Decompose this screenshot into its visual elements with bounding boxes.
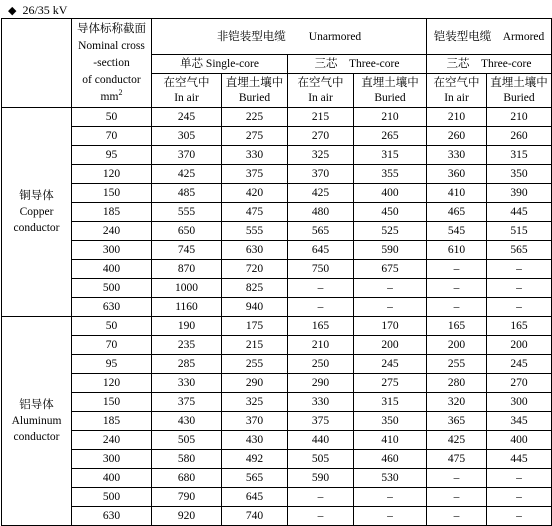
ampacity-cell: 370 bbox=[288, 165, 354, 184]
ampacity-cell: 315 bbox=[354, 146, 427, 165]
ampacity-cell: 440 bbox=[288, 431, 354, 450]
ampacity-cell: 290 bbox=[222, 374, 288, 393]
cross-section-cell: 70 bbox=[72, 336, 152, 355]
ampacity-cell: 165 bbox=[288, 317, 354, 336]
ampacity-cell: – bbox=[288, 279, 354, 298]
table-row bbox=[2, 203, 552, 222]
ampacity-cell: 425 bbox=[288, 184, 354, 203]
ampacity-cell: 420 bbox=[222, 184, 288, 203]
ampacity-cell: 545 bbox=[427, 222, 487, 241]
ampacity-cell: 750 bbox=[288, 260, 354, 279]
cross-section-cell: 150 bbox=[72, 393, 152, 412]
ampacity-cell: – bbox=[427, 469, 487, 488]
ampacity-cell: – bbox=[487, 469, 552, 488]
ampacity-cell: 410 bbox=[427, 184, 487, 203]
table-row bbox=[2, 374, 552, 393]
ampacity-cell: – bbox=[427, 507, 487, 526]
voltage-rating: 26/35 kV bbox=[22, 3, 68, 17]
ampacity-cell: 215 bbox=[288, 108, 354, 127]
corner-cell bbox=[2, 19, 72, 108]
ampacity-cell: 400 bbox=[487, 431, 552, 450]
ampacity-cell: 330 bbox=[222, 146, 288, 165]
ampacity-cell: 680 bbox=[152, 469, 222, 488]
unarmored-header: 非铠装型电缆 Unarmored bbox=[152, 19, 427, 55]
ampacity-cell: 425 bbox=[427, 431, 487, 450]
ampacity-cell: – bbox=[427, 260, 487, 279]
ampacity-cell: 350 bbox=[487, 165, 552, 184]
ampacity-cell: 330 bbox=[288, 393, 354, 412]
ampacity-cell: 920 bbox=[152, 507, 222, 526]
ampacity-cell: 515 bbox=[487, 222, 552, 241]
ampacity-cell: 200 bbox=[354, 336, 427, 355]
ampacity-cell: 430 bbox=[152, 412, 222, 431]
ampacity-cell: 235 bbox=[152, 336, 222, 355]
ampacity-cell: – bbox=[487, 488, 552, 507]
ampacity-cell: 1000 bbox=[152, 279, 222, 298]
ampacity-cell: 505 bbox=[152, 431, 222, 450]
ampacity-cell: 645 bbox=[288, 241, 354, 260]
ampacity-cell: 465 bbox=[427, 203, 487, 222]
ampacity-cell: 165 bbox=[427, 317, 487, 336]
cross-section-cell: 95 bbox=[72, 146, 152, 165]
ampacity-cell: 260 bbox=[427, 127, 487, 146]
cross-section-cell: 300 bbox=[72, 450, 152, 469]
ampacity-cell: 355 bbox=[354, 165, 427, 184]
cross-section-cell: 630 bbox=[72, 298, 152, 317]
ampacity-cell: 430 bbox=[222, 431, 288, 450]
cross-section-cell: 400 bbox=[72, 260, 152, 279]
ampacity-cell: 300 bbox=[487, 393, 552, 412]
conductor-section-header: 导体标称截面 Nominal cross -section of conductor $mm^2$ bbox=[72, 19, 152, 108]
table-row bbox=[2, 488, 552, 507]
ampacity-cell: 940 bbox=[222, 298, 288, 317]
ampacity-cell: 445 bbox=[487, 450, 552, 469]
ampacity-cell: 360 bbox=[427, 165, 487, 184]
ampacity-cell: 1160 bbox=[152, 298, 222, 317]
cross-section-cell: 50 bbox=[72, 108, 152, 127]
buried-header: 直埋土壤中 Buried bbox=[222, 74, 288, 108]
cross-section-cell: 630 bbox=[72, 507, 152, 526]
table-row bbox=[2, 393, 552, 412]
ampacity-cell: 165 bbox=[487, 317, 552, 336]
ampacity-cell: 210 bbox=[354, 108, 427, 127]
ampacity-cell: 390 bbox=[487, 184, 552, 203]
table-row bbox=[2, 298, 552, 317]
ampacity-cell: 190 bbox=[152, 317, 222, 336]
ampacity-cell: – bbox=[288, 488, 354, 507]
ampacity-cell: 275 bbox=[222, 127, 288, 146]
ampacity-cell: – bbox=[427, 488, 487, 507]
ampacity-cell: 740 bbox=[222, 507, 288, 526]
cross-section-cell: 240 bbox=[72, 222, 152, 241]
cross-section-cell: 240 bbox=[72, 431, 152, 450]
cross-section-cell: 500 bbox=[72, 488, 152, 507]
ampacity-cell: – bbox=[288, 298, 354, 317]
ampacity-cell: 215 bbox=[222, 336, 288, 355]
ampacity-cell: 370 bbox=[152, 146, 222, 165]
ampacity-cell: – bbox=[427, 298, 487, 317]
table-row bbox=[2, 108, 552, 127]
ampacity-cell: 170 bbox=[354, 317, 427, 336]
ampacity-cell: 870 bbox=[152, 260, 222, 279]
ampacity-cell: – bbox=[288, 507, 354, 526]
ampacity-cell: 330 bbox=[427, 146, 487, 165]
ampacity-cell: – bbox=[487, 298, 552, 317]
cross-section-cell: 50 bbox=[72, 317, 152, 336]
ampacity-cell: 275 bbox=[354, 374, 427, 393]
ampacity-cell: 530 bbox=[354, 469, 427, 488]
cross-section-cell: 300 bbox=[72, 241, 152, 260]
cross-section-cell: 400 bbox=[72, 469, 152, 488]
ampacity-cell: 255 bbox=[222, 355, 288, 374]
ampacity-cell: 325 bbox=[288, 146, 354, 165]
ampacity-cell: 375 bbox=[222, 165, 288, 184]
ampacity-cell: – bbox=[354, 279, 427, 298]
ampacity-cell: – bbox=[354, 507, 427, 526]
table-row bbox=[2, 507, 552, 526]
ampacity-cell: 790 bbox=[152, 488, 222, 507]
cross-section-cell: 185 bbox=[72, 203, 152, 222]
conductor-group-label: 铝导体 Aluminum conductor bbox=[2, 317, 72, 526]
table-row bbox=[2, 450, 552, 469]
armored-header: 铠装型电缆 Armored bbox=[427, 19, 552, 55]
in-air-header: 在空气中 In air bbox=[152, 74, 222, 108]
ampacity-cell: 270 bbox=[288, 127, 354, 146]
ampacity-cell: 250 bbox=[288, 355, 354, 374]
ampacity-cell: 450 bbox=[354, 203, 427, 222]
ampacity-cell: 315 bbox=[487, 146, 552, 165]
ampacity-cell: 225 bbox=[222, 108, 288, 127]
cross-section-cell: 95 bbox=[72, 355, 152, 374]
table-row bbox=[2, 127, 552, 146]
table-row bbox=[2, 222, 552, 241]
ampacity-cell: 555 bbox=[152, 203, 222, 222]
ampacity-cell: 590 bbox=[288, 469, 354, 488]
ampacity-cell: – bbox=[487, 279, 552, 298]
cross-section-cell: 500 bbox=[72, 279, 152, 298]
ampacity-cell: 350 bbox=[354, 412, 427, 431]
table-row bbox=[2, 412, 552, 431]
ampacity-cell: – bbox=[354, 298, 427, 317]
ampacity-cell: 315 bbox=[354, 393, 427, 412]
ampacity-cell: 645 bbox=[222, 488, 288, 507]
ampacity-cell: 610 bbox=[427, 241, 487, 260]
ampacity-cell: 245 bbox=[152, 108, 222, 127]
table-row bbox=[2, 317, 552, 336]
ampacity-cell: 525 bbox=[354, 222, 427, 241]
ampacity-cell: 270 bbox=[487, 374, 552, 393]
table-row bbox=[2, 431, 552, 450]
table-row bbox=[2, 336, 552, 355]
ampacity-cell: 285 bbox=[152, 355, 222, 374]
ampacity-cell: 210 bbox=[288, 336, 354, 355]
table-row bbox=[2, 184, 552, 203]
in-air-header: 在空气中 In air bbox=[427, 74, 487, 108]
ampacity-cell: 745 bbox=[152, 241, 222, 260]
ampacity-cell: – bbox=[487, 260, 552, 279]
ampacity-cell: 445 bbox=[487, 203, 552, 222]
ampacity-cell: 265 bbox=[354, 127, 427, 146]
ampacity-cell: 425 bbox=[152, 165, 222, 184]
ampacity-cell: 825 bbox=[222, 279, 288, 298]
ampacity-cell: 580 bbox=[152, 450, 222, 469]
ampacity-cell: 485 bbox=[152, 184, 222, 203]
ampacity-cell: 305 bbox=[152, 127, 222, 146]
ampacity-cell: – bbox=[427, 279, 487, 298]
ampacity-table bbox=[1, 18, 552, 526]
ampacity-cell: 492 bbox=[222, 450, 288, 469]
ampacity-cell: 565 bbox=[487, 241, 552, 260]
three-core-armored-header: 三芯 Three-core bbox=[427, 55, 552, 74]
table-row bbox=[2, 165, 552, 184]
ampacity-cell: 475 bbox=[222, 203, 288, 222]
ampacity-cell: 260 bbox=[487, 127, 552, 146]
cross-section-cell: 185 bbox=[72, 412, 152, 431]
ampacity-cell: 555 bbox=[222, 222, 288, 241]
ampacity-cell: 320 bbox=[427, 393, 487, 412]
ampacity-cell: 175 bbox=[222, 317, 288, 336]
conductor-group-label: 铜导体 Copper conductor bbox=[2, 108, 72, 317]
cross-section-cell: 150 bbox=[72, 184, 152, 203]
ampacity-cell: 325 bbox=[222, 393, 288, 412]
table-row bbox=[2, 241, 552, 260]
ampacity-cell: 400 bbox=[354, 184, 427, 203]
table-row bbox=[2, 279, 552, 298]
ampacity-cell: 675 bbox=[354, 260, 427, 279]
in-air-header: 在空气中 In air bbox=[288, 74, 354, 108]
ampacity-cell: 565 bbox=[288, 222, 354, 241]
ampacity-cell: 370 bbox=[222, 412, 288, 431]
ampacity-cell: 245 bbox=[487, 355, 552, 374]
table-caption bbox=[8, 2, 67, 18]
cross-section-cell: 120 bbox=[72, 165, 152, 184]
ampacity-cell: 210 bbox=[427, 108, 487, 127]
three-core-unarmored-header: 三芯 Three-core bbox=[288, 55, 427, 74]
ampacity-cell: 290 bbox=[288, 374, 354, 393]
ampacity-cell: 245 bbox=[354, 355, 427, 374]
buried-header: 直埋土壤中 Buried bbox=[487, 74, 552, 108]
ampacity-cell: 475 bbox=[427, 450, 487, 469]
ampacity-cell: 720 bbox=[222, 260, 288, 279]
ampacity-cell: 505 bbox=[288, 450, 354, 469]
buried-header: 直埋土壤中 Buried bbox=[354, 74, 427, 108]
ampacity-cell: 480 bbox=[288, 203, 354, 222]
ampacity-cell: 330 bbox=[152, 374, 222, 393]
ampacity-cell: 650 bbox=[152, 222, 222, 241]
ampacity-cell: 375 bbox=[288, 412, 354, 431]
ampacity-cell: 590 bbox=[354, 241, 427, 260]
ampacity-cell: 630 bbox=[222, 241, 288, 260]
ampacity-cell: 210 bbox=[487, 108, 552, 127]
ampacity-cell: 375 bbox=[152, 393, 222, 412]
ampacity-cell: 255 bbox=[427, 355, 487, 374]
table-row bbox=[2, 146, 552, 165]
ampacity-cell: 280 bbox=[427, 374, 487, 393]
ampacity-cell: – bbox=[487, 507, 552, 526]
ampacity-cell: 365 bbox=[427, 412, 487, 431]
single-core-header: 单芯 Single-core bbox=[152, 55, 288, 74]
ampacity-cell: 460 bbox=[354, 450, 427, 469]
table-row bbox=[2, 355, 552, 374]
bullet-icon: ◆ bbox=[8, 5, 17, 17]
ampacity-cell: 565 bbox=[222, 469, 288, 488]
ampacity-cell: – bbox=[354, 488, 427, 507]
table-row bbox=[2, 260, 552, 279]
cross-section-cell: 70 bbox=[72, 127, 152, 146]
ampacity-cell: 200 bbox=[487, 336, 552, 355]
ampacity-cell: 345 bbox=[487, 412, 552, 431]
cross-section-cell: 120 bbox=[72, 374, 152, 393]
table-row bbox=[2, 469, 552, 488]
ampacity-cell: 410 bbox=[354, 431, 427, 450]
ampacity-cell: 200 bbox=[427, 336, 487, 355]
